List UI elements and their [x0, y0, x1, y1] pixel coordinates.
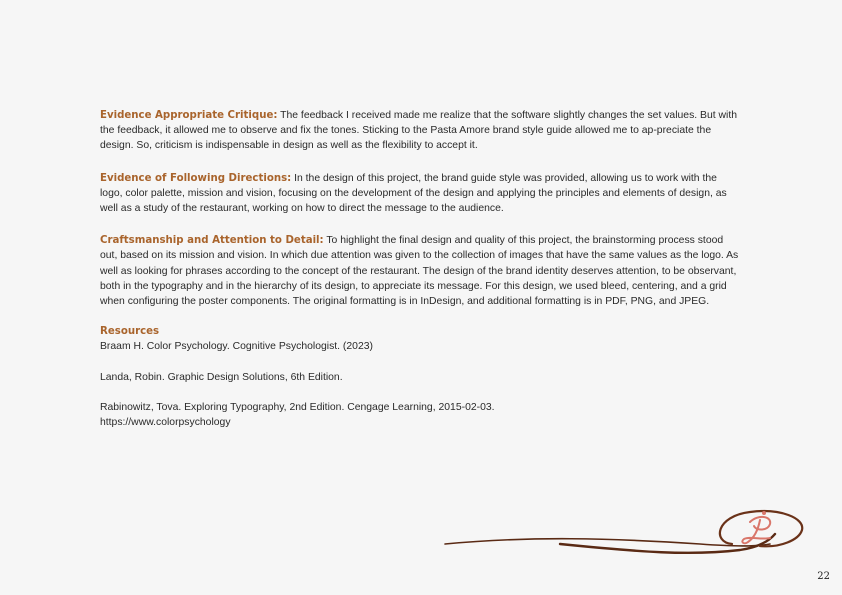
- resource-item: Landa, Robin. Graphic Design Solutions, 6th Edition.: [100, 371, 343, 383]
- resource-link[interactable]: https://www.colorpsychology: [100, 417, 231, 429]
- section-heading: Evidence Appropriate Critique:: [100, 110, 278, 121]
- section-craftsmanship: [100, 233, 740, 309]
- page-number: 22: [817, 571, 830, 582]
- section-body: In the design of this project, the brand guide style was provided, allowing us to work with the logo, color palette, mission and vision, focusing on the development of the design and applying the principles and elements of design, as well as a study of the restaurant, working on how to direct the message to the audience.: [100, 172, 727, 215]
- section-heading: Craftsmanship and Attention to Detail:: [100, 235, 324, 247]
- resource-item: Rabinowitz, Tova. Exploring Typography, 2nd Edition. Cengage Learning, 2015-02-03.: [100, 401, 495, 413]
- resources-title: Resources: [100, 326, 160, 338]
- section-directions: [100, 171, 740, 217]
- section-heading: Evidence of Following Directions:: [100, 172, 292, 184]
- section-body: To highlight the final design and quality of this project, the brainstorming process stood out, based on its mission and vision. In which due attention was given to the collection of images that have the same values as the logo. As well as looking for phrases according to the concept of the restaurant. The design of the brand identity deserves attention, to be observant, both in the typography and in the hierarchy of its design, to appreciate its message. For this design, we used bleed, centering, and a grid when configuring the poster components. The original formatting is in InDesign, and additional formatting is in PDF, PNG, and JPEG.: [100, 235, 739, 308]
- brand-swoosh-logo: [440, 500, 820, 560]
- section-body: The feedback I received made me realize that the software slightly changes the set values. But with the feedback, it allowed me to observe and fix the tones. Sticking to the Pasta Amore brand style guide allowed me to ap-preciate the design. So, criticism is indispensable in design as well as the flexibility to accept it.: [100, 110, 737, 152]
- logo-letter-p-icon: [742, 511, 770, 543]
- resource-item: Braam H. Color Psychology. Cognitive Psychologist. (2023): [100, 341, 373, 353]
- page-content: [100, 108, 740, 430]
- section-critique: [100, 108, 740, 154]
- resources-section: [100, 324, 740, 430]
